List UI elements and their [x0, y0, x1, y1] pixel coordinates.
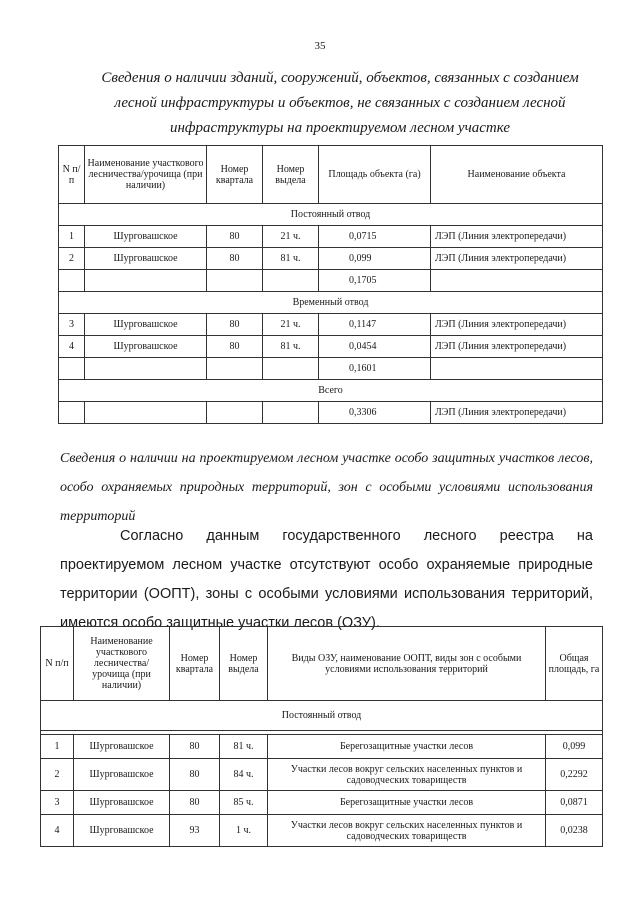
header-plot: Номер выдела	[263, 146, 319, 204]
cell-empty	[85, 402, 207, 424]
cell-type: Участки лесов вокруг сельских населенных пунктов и садоводческих товариществ	[268, 759, 546, 791]
section-heading-infrastructure: Сведения о наличии зданий, сооружений, объектов, связанных с созданием лесной инфраструктуры и объектов, не связанных с созданием лесной инфраструктуры на проектируемом лесном участке	[101, 70, 579, 136]
section-label: Временный отвод	[59, 292, 603, 314]
subtotal-row	[59, 270, 603, 292]
cell-plot: 81 ч.	[263, 248, 319, 270]
cell-forestry: Шурговашское	[74, 759, 170, 791]
cell-empty	[207, 402, 263, 424]
cell-forestry: Шурговашское	[74, 815, 170, 847]
cell-total-area: 0,3306	[319, 402, 431, 424]
cell-area: 0,2292	[546, 759, 603, 791]
cell-n: 4	[41, 815, 74, 847]
cell-quarter: 80	[170, 759, 220, 791]
section-label: Всего	[59, 380, 603, 402]
table-header-row	[41, 627, 603, 701]
subtotal-row	[59, 358, 603, 380]
cell-object: ЛЭП (Линия электропередачи)	[431, 226, 603, 248]
section-label: Постоянный отвод	[59, 204, 603, 226]
cell-n: 3	[59, 314, 85, 336]
section-heading-protected-areas: Сведения о наличии на проектируемом лесном участке особо защитных участков лесов, особо охраняемых природных территорий, зон с особыми условиями использования территорий	[60, 451, 593, 524]
header-plot: Номер выдела	[220, 627, 268, 701]
cell-area: 0,0871	[546, 791, 603, 815]
cell-n: 2	[41, 759, 74, 791]
header-object: Наименование объекта	[431, 146, 603, 204]
cell-n: 1	[59, 226, 85, 248]
cell-empty	[207, 270, 263, 292]
cell-plot: 81 ч.	[263, 336, 319, 358]
cell-plot: 1 ч.	[220, 815, 268, 847]
cell-forestry: Шурговашское	[85, 336, 207, 358]
cell-empty	[263, 358, 319, 380]
cell-forestry: Шурговашское	[85, 248, 207, 270]
table-row	[59, 314, 603, 336]
cell-empty	[59, 270, 85, 292]
cell-area: 0,0454	[319, 336, 431, 358]
cell-empty	[59, 402, 85, 424]
cell-plot: 85 ч.	[220, 791, 268, 815]
cell-object: ЛЭП (Линия электропередачи)	[431, 336, 603, 358]
cell-quarter: 80	[170, 791, 220, 815]
header-type: Виды ОЗУ, наименование ООПТ, виды зон с особыми условиями использования территорий	[268, 627, 546, 701]
cell-empty	[431, 270, 603, 292]
cell-empty	[263, 402, 319, 424]
table-row	[59, 248, 603, 270]
cell-n: 1	[41, 735, 74, 759]
header-forestry: Наименование участкового лесничества/урочища (при наличии)	[85, 146, 207, 204]
table-row	[41, 735, 603, 759]
cell-subtotal-area: 0,1705	[319, 270, 431, 292]
cell-plot: 21 ч.	[263, 226, 319, 248]
cell-n: 2	[59, 248, 85, 270]
section-row	[59, 204, 603, 226]
cell-area: 0,1147	[319, 314, 431, 336]
section-row	[59, 380, 603, 402]
cell-empty	[85, 270, 207, 292]
cell-empty	[85, 358, 207, 380]
cell-quarter: 80	[207, 226, 263, 248]
cell-n: 3	[41, 791, 74, 815]
section-row	[59, 292, 603, 314]
total-row	[59, 402, 603, 424]
header-area: Площадь объекта (га)	[319, 146, 431, 204]
cell-type: Берегозащитные участки лесов	[268, 735, 546, 759]
table-row	[59, 336, 603, 358]
header-area: Общая площадь, га	[546, 627, 603, 701]
cell-plot: 21 ч.	[263, 314, 319, 336]
table-row	[41, 815, 603, 847]
cell-empty	[263, 270, 319, 292]
cell-quarter: 80	[207, 248, 263, 270]
cell-n: 4	[59, 336, 85, 358]
cell-forestry: Шурговашское	[74, 735, 170, 759]
protected-areas-table	[40, 626, 603, 847]
table-row	[59, 226, 603, 248]
cell-area: 0,0715	[319, 226, 431, 248]
header-quarter: Номер квартала	[207, 146, 263, 204]
cell-forestry: Шурговашское	[74, 791, 170, 815]
cell-quarter: 93	[170, 815, 220, 847]
cell-quarter: 80	[170, 735, 220, 759]
section-row	[41, 701, 603, 731]
infrastructure-table	[58, 145, 603, 424]
body-paragraph: Согласно данным государственного лесного реестра на проектируемом лесном участке отсутствуют особо охраняемые природные территории (ООПТ), зоны с особыми условиями использования территорий, имеются особо защитные участки лесов (ОЗУ).	[60, 528, 593, 631]
table-row	[41, 759, 603, 791]
cell-forestry: Шурговашское	[85, 314, 207, 336]
cell-subtotal-area: 0,1601	[319, 358, 431, 380]
cell-type: Берегозащитные участки лесов	[268, 791, 546, 815]
cell-total-object: ЛЭП (Линия электропередачи)	[431, 402, 603, 424]
cell-empty	[59, 358, 85, 380]
cell-object: ЛЭП (Линия электропередачи)	[431, 314, 603, 336]
cell-area: 0,099	[319, 248, 431, 270]
header-n: N п/п	[59, 146, 85, 204]
header-n: N п/п	[41, 627, 74, 701]
cell-forestry: Шурговашское	[85, 226, 207, 248]
page-number: 35	[314, 40, 326, 52]
cell-quarter: 80	[207, 336, 263, 358]
cell-quarter: 80	[207, 314, 263, 336]
table-header-row	[59, 146, 603, 204]
cell-object: ЛЭП (Линия электропередачи)	[431, 248, 603, 270]
cell-type: Участки лесов вокруг сельских населенных пунктов и садоводческих товариществ	[268, 815, 546, 847]
header-forestry: Наименование участкового лесничества/урочища (при наличии)	[74, 627, 170, 701]
cell-plot: 81 ч.	[220, 735, 268, 759]
cell-area: 0,099	[546, 735, 603, 759]
cell-area: 0,0238	[546, 815, 603, 847]
section-label: Постоянный отвод	[41, 701, 603, 731]
cell-empty	[431, 358, 603, 380]
header-quarter: Номер квартала	[170, 627, 220, 701]
table-row	[41, 791, 603, 815]
cell-empty	[207, 358, 263, 380]
cell-plot: 84 ч.	[220, 759, 268, 791]
